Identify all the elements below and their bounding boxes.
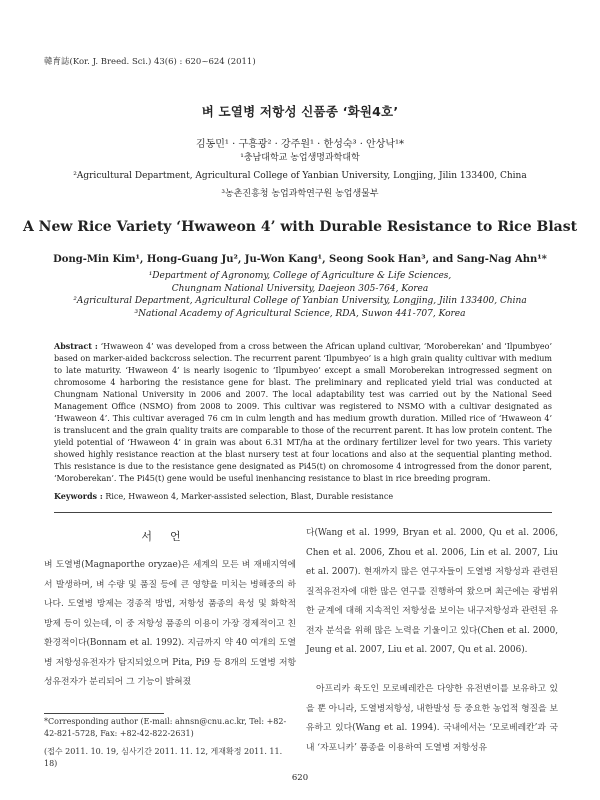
keywords [54,491,552,501]
footnote-divider [44,713,164,714]
korean-affiliation-1: ¹충남대학교 농업생명과학대학 [240,153,360,163]
english-affiliation-2: ²Agricultural Department, Agricultural College of Yanbian University, Longjing, Jilin 133400, China [73,296,527,307]
english-affiliation-1a: ¹Department of Agronomy, College of Agriculture & Life Sciences, [148,271,452,281]
english-affiliations [0,270,600,320]
abstract-text: ‘Hwaweon 4’ was developed from a cross between the African upland cultivar, ‘Moroberekan’ and ‘Ilpumbyeo’ based on marker-aided backcross selection. The recurrent parent ‘Ilpumbyeo’ is a high grain quality cultivar with medium to late maturity. ‘Hwaweon 4’ is nearly isogenic to ‘Ilpumbyeo’ except a small Moroberekan introgressed segment on chromosome 4 harboring the resistance gene for blast. The preliminary and replicated yield trial was conducted at Chungnam National University in 2006 and 2007. The local adaptability test was carried out by the National Seed Management Office (NSMO) from 2008 to 2009. This cultivar was registered to NSMO with a cultivar designated as ‘Hwaweon 4’. This cultivar averaged 76 cm in culm length and has medium growth duration. Milled rice of ‘Hwaweon 4’ is translucent and the grain quality traits are comparable to those of the recurrent parent. It has low protein content. The yield potential of ‘Hwaweon 4’ in grain was about 6.31 MT/ha at the ordinary fertilizer level for two years. This variety showed highly resistance reaction at the blast nursery test at four locations and also at the sequential planting method. This resistance is due to the resistance gene designated as Pi45(t) on chromosome 4 introgressed from the donor parent, ‘Moroberekan’. The Pi45(t) gene would be useful inenhancing resistance to blast in rice breeding program. [54,342,553,483]
korean-affiliation-3: ³농촌진흥청 농업과학연구원 농업생물부 [221,189,379,199]
korean-authors: 김동민¹ · 구흥광² · 강주원¹ · 한성숙³ · 안상낙¹* [195,139,405,150]
english-authors: Dong-Min Kim¹, Hong-Guang Ju², Ju-Won Kang¹, Seong Sook Han³, and Sang-Nag Ahn¹* [53,254,547,265]
keywords-label: Keywords : [54,491,103,501]
abstract [54,340,552,485]
english-title: A New Rice Variety ‘Hwaweon 4’ with Durable Resistance to Rice Blast [22,219,578,235]
korean-title: 벼 도열병 저항성 신품종 ‘화원4호’ [201,104,399,119]
english-affiliation-1b: Chungnam National University, Daejeon 305-764, Korea [171,283,429,294]
section-divider [54,512,552,513]
page-number: 620 [291,773,309,783]
section-heading: 서언 [141,530,199,543]
intro-right-paragraph-2: 아프리카 육도인 모로베레칸은 다양한 유전변이를 보유하고 있을 뿐 아니라, 도열병저항성, 내한발성 등 중요한 농업적 형질을 보유하고 있다(Wang et al. 1994). 국내에서는 ‘모로베레칸’과 국내 ‘자포니카’ 품종을 이용하여 도열병 저항성유 [306,684,558,753]
korean-affiliation-2: ²Agricultural Department, Agricultural College of Yanbian University, Longjing, Jilin 133400, China [73,171,527,181]
footnote-corresponding: *Corresponding author (E-mail: ahnsn@cnu.ac.kr, Tel: +82-42-821-5728, Fax: +82-42-822-2631) [44,717,287,738]
intro-right-paragraph-1: 다(Wang et al. 1999, Bryan et al. 2000, Qu et al. 2006, Chen et al. 2006, Zhou et al. 2006, Lin et al. 2007, Liu et al. 2007). 현재까지 많은 연구자들이 도열병 저항성과 관련된 질적유전자에 대한 많은 연구를 진행하여 왔으며 최근에는 광범위한 균계에 대해 지속적인 저항성을 보이는 내구저항성과 관련된 유전자 분석을 위해 많은 노력을 기울이고 있다(Chen et al. 2000, Jeung et al. 2007, Liu et al. 2007, Qu et al. 2006). [306,528,558,655]
journal-citation: 韓育誌(Kor. J. Breed. Sci.) 43(6) : 620~624 (2011) [44,57,256,67]
intro-left-paragraph: 벼 도열병(Magnaporthe oryzae)은 세계의 모든 벼 재배지역에서 발생하며, 벼 수량 및 품질 등에 큰 영향을 미치는 병해중의 하나다. 도열병 방제는 경종적 방법, 저항성 품종의 육성 및 화학적 방제 등이 있는데, 이 중 저항성 품종의 이용이 가장 경제적이고 친환경적이다(Bonnam et al. 1992). 지금까지 약 40 여개의 도열병 저항성유전자가 탐지되었으며 Pita, Pi9 등 8개의 도열병 저항성유전자가 분리되어 그 기능이 밝혀졌 [44,560,296,687]
abstract-label: Abstract : [54,341,98,351]
keywords-text: Rice, Hwaweon 4, Marker-assisted selection, Blast, Durable resistance [105,492,394,501]
english-affiliation-3: ³National Academy of Agricultural Science, RDA, Suwon 441-707, Korea [134,308,466,319]
footnote-dates: (접수 2011. 10. 19, 심사기간 2011. 11. 12, 게재확정 2011. 11. 18) [44,747,283,768]
